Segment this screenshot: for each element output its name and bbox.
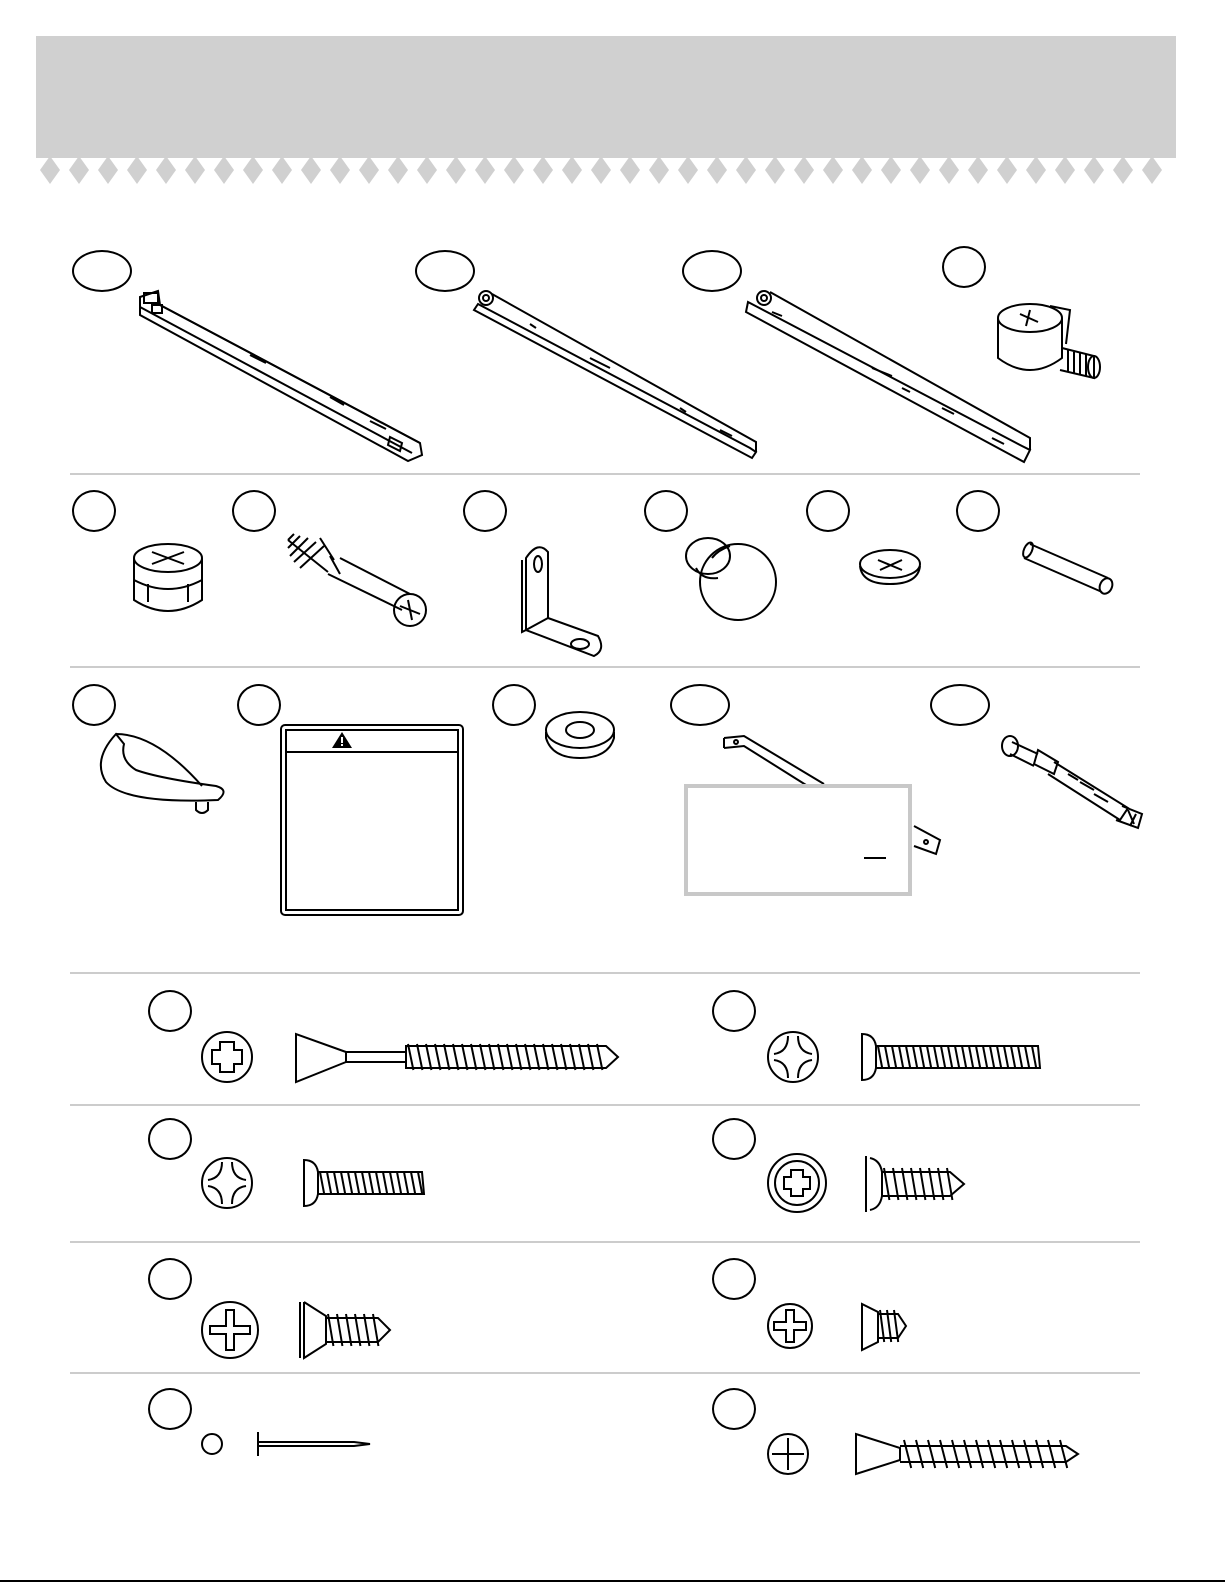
screw-icon xyxy=(766,1432,1086,1480)
cam-bolt-icon xyxy=(284,530,434,630)
drawer-slide-icon xyxy=(130,285,430,465)
l-bracket-icon xyxy=(518,540,608,660)
cam-lock-icon xyxy=(128,540,208,622)
part-badge xyxy=(644,490,688,532)
handle xyxy=(96,730,226,820)
part-badge xyxy=(956,490,1000,532)
part-badge xyxy=(682,250,742,292)
screw-icon xyxy=(200,1030,630,1086)
bottom-rule xyxy=(0,1580,1225,1582)
part-badge xyxy=(670,684,730,726)
nail-icon xyxy=(200,1430,380,1462)
knob-icon xyxy=(682,528,782,624)
part-badge xyxy=(463,490,507,532)
part-badge xyxy=(806,490,850,532)
screw-icon xyxy=(766,1302,916,1358)
anti-tip-strap xyxy=(684,734,954,898)
dowel-icon xyxy=(1024,536,1120,596)
part-badge xyxy=(148,1388,192,1430)
cam-lock-small xyxy=(128,540,208,622)
part-badge xyxy=(930,684,990,726)
washer xyxy=(542,708,618,764)
warning-icon xyxy=(280,724,464,916)
short-flat-screw xyxy=(766,1302,916,1358)
cam-bolt xyxy=(284,530,434,630)
part-badge xyxy=(712,1258,756,1300)
anchor-bolt xyxy=(998,734,1148,834)
part-badge xyxy=(712,1388,756,1430)
row-divider xyxy=(70,1372,1140,1374)
part-badge xyxy=(712,990,756,1032)
part-badge xyxy=(148,1118,192,1160)
nail xyxy=(200,1430,380,1462)
screw-cover-cap xyxy=(856,548,926,588)
cap-icon xyxy=(856,548,926,588)
truss-head-bolt-short xyxy=(200,1156,430,1212)
drawer-slide-left xyxy=(130,285,430,465)
warning-label xyxy=(280,724,464,916)
part-badge xyxy=(942,246,986,288)
l-bracket xyxy=(518,540,608,660)
screw-icon xyxy=(766,1152,976,1216)
row-divider xyxy=(70,473,1140,475)
coarse-flat-head-screw xyxy=(766,1432,1086,1480)
drawer-slide-icon xyxy=(470,288,770,463)
anchor-icon xyxy=(998,734,1148,834)
row-divider xyxy=(70,1241,1140,1243)
handle-icon xyxy=(96,730,226,820)
wood-dowel xyxy=(1024,536,1120,596)
part-badge xyxy=(72,490,116,532)
flange-screw xyxy=(200,1300,400,1362)
part-badge xyxy=(72,684,116,726)
long-flat-head-screw xyxy=(200,1030,630,1086)
part-badge xyxy=(148,1258,192,1300)
row-divider xyxy=(70,1104,1140,1106)
part-badge xyxy=(492,684,536,726)
knob xyxy=(682,528,782,624)
strap-icon xyxy=(684,734,954,898)
washer-icon xyxy=(542,708,618,764)
washer-head-screw xyxy=(766,1152,976,1216)
part-badge xyxy=(415,250,475,292)
cam-lock-large xyxy=(990,296,1110,386)
part-badge xyxy=(712,1118,756,1160)
row-divider xyxy=(70,666,1140,668)
header-band xyxy=(36,36,1176,186)
part-badge xyxy=(148,990,192,1032)
part-badge xyxy=(72,250,132,292)
row-divider xyxy=(70,972,1140,974)
truss-head-bolt-long xyxy=(766,1030,1046,1086)
part-badge xyxy=(237,684,281,726)
cam-lock-icon xyxy=(990,296,1110,386)
bolt-icon xyxy=(766,1030,1046,1086)
bolt-icon xyxy=(200,1156,430,1212)
part-badge xyxy=(232,490,276,532)
drawer-slide-center xyxy=(470,288,770,463)
screw-icon xyxy=(200,1300,400,1362)
